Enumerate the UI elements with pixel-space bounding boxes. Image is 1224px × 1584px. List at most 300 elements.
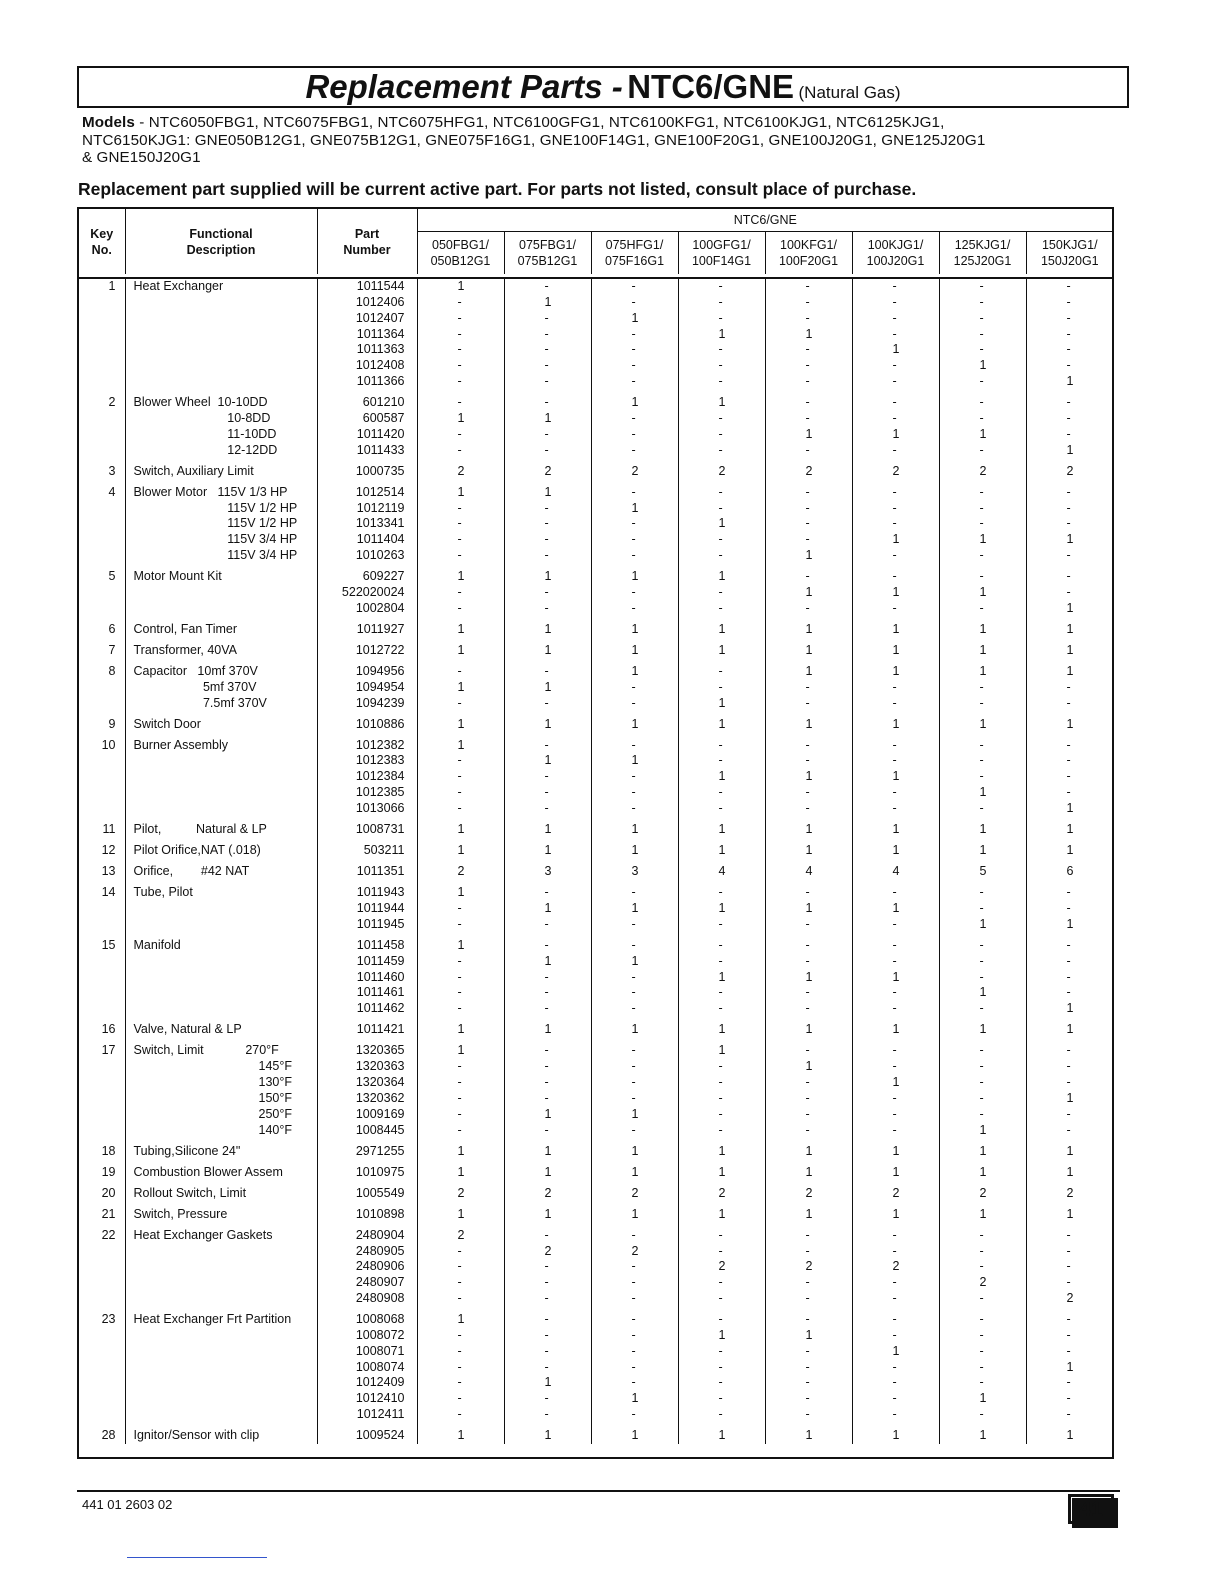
quantity-cell: - [939, 485, 1026, 501]
quantity-cell: 1 [1066, 442, 1074, 457]
part-number-cell: 1011404 [317, 532, 417, 548]
table-row [79, 1228, 1113, 1244]
quantity-cell: 1 [765, 1207, 852, 1223]
table-row [79, 1312, 1113, 1328]
quantity-cell: - [417, 1059, 504, 1075]
description-cell: Ignitor/Sensor with clip [125, 1428, 317, 1444]
table-row [79, 358, 1113, 374]
quantity-cell: - [1066, 1407, 1071, 1422]
quantity-cell: - [591, 327, 678, 343]
quantity-cell: - [939, 443, 1026, 459]
description-cell: Switch, Limit 270°F [125, 1043, 317, 1059]
quantity-cell: - [939, 1075, 1026, 1091]
quantity-cell: - [417, 516, 504, 532]
quantity-cell: 1 [939, 717, 1026, 733]
quantity-cell: - [765, 1312, 852, 1328]
quantity-cell: - [504, 342, 591, 358]
key-number-cell: 16 [101, 1022, 116, 1037]
quantity-cell: 1 [765, 622, 852, 638]
quantity-cell: - [504, 1275, 591, 1291]
table-row [79, 601, 1113, 617]
quantity-cell: 1 [765, 769, 852, 785]
quantity-cell: - [939, 569, 1026, 585]
key-number-cell [79, 1059, 125, 1075]
key-number-cell: 3 [108, 463, 116, 478]
quantity-cell: - [1066, 1259, 1071, 1274]
quantity-cell: - [417, 532, 504, 548]
quantity-cell: 1 [504, 411, 591, 427]
part-number-cell: 1011944 [317, 901, 417, 917]
quantity-cell: - [591, 680, 678, 696]
quantity-cell: - [1066, 1059, 1071, 1074]
quantity-cell: - [852, 1244, 939, 1260]
quantity-cell: 1 [504, 1375, 591, 1391]
table-row [79, 1075, 1113, 1091]
quantity-cell: 1 [852, 427, 939, 443]
quantity-cell: - [417, 1391, 504, 1407]
quantity-cell: 1 [417, 569, 504, 585]
quantity-cell: - [591, 769, 678, 785]
quantity-cell: - [939, 753, 1026, 769]
quantity-cell: - [591, 917, 678, 933]
quantity-cell: - [852, 548, 939, 564]
quantity-cell: - [678, 501, 765, 517]
description-cell [125, 1259, 317, 1275]
quantity-cell: - [1066, 1327, 1071, 1342]
quantity-cell: - [678, 1123, 765, 1139]
description-cell [125, 801, 317, 817]
quantity-cell: - [678, 1228, 765, 1244]
description-cell: Heat Exchanger [125, 278, 317, 295]
table-body [79, 278, 1113, 1444]
table-row [79, 1244, 1113, 1260]
key-number-cell [79, 785, 125, 801]
bottom-link-underline [127, 1557, 267, 1558]
quantity-cell: - [1066, 1243, 1071, 1258]
key-number-cell: 22 [101, 1227, 116, 1242]
quantity-cell: - [417, 1123, 504, 1139]
quantity-cell: - [591, 358, 678, 374]
quantity-cell: - [1066, 584, 1071, 599]
quantity-cell: - [939, 1328, 1026, 1344]
quantity-cell: - [678, 1001, 765, 1017]
quantity-cell: - [504, 278, 591, 295]
quantity-cell: - [591, 1407, 678, 1423]
quantity-cell: - [417, 753, 504, 769]
quantity-cell: - [939, 548, 1026, 564]
key-number-cell [79, 374, 125, 390]
quantity-cell: - [852, 358, 939, 374]
quantity-cell: - [1066, 679, 1071, 694]
quantity-cell: 1 [591, 664, 678, 680]
quantity-cell: - [591, 885, 678, 901]
quantity-cell: - [852, 985, 939, 1001]
quantity-cell: 1 [417, 843, 504, 859]
key-number-cell: 7 [108, 642, 116, 657]
quantity-cell: 1 [765, 1059, 852, 1075]
quantity-cell: - [939, 278, 1026, 295]
quantity-cell: 1 [1066, 1428, 1074, 1443]
quantity-cell: - [1066, 1375, 1071, 1390]
quantity-cell: - [417, 1291, 504, 1307]
part-number-cell: 2480907 [317, 1275, 417, 1291]
table-row [79, 1091, 1113, 1107]
key-number-cell [79, 358, 125, 374]
key-number-cell [79, 1275, 125, 1291]
key-number-cell: 23 [101, 1312, 116, 1327]
description-cell: Transformer, 40VA [125, 643, 317, 659]
table-row [79, 342, 1113, 358]
quantity-cell: - [852, 954, 939, 970]
description-cell: 145°F [125, 1059, 317, 1075]
description-cell: Pilot, Natural & LP [125, 822, 317, 838]
models-line-3: & GNE150J20G1 [82, 149, 201, 166]
quantity-cell: - [678, 801, 765, 817]
quantity-cell: - [765, 1091, 852, 1107]
quantity-cell: 1 [678, 901, 765, 917]
part-number-cell: 1012382 [317, 738, 417, 754]
quantity-cell: - [678, 985, 765, 1001]
description-cell [125, 769, 317, 785]
quantity-cell: 1 [591, 753, 678, 769]
quantity-cell: - [765, 938, 852, 954]
quantity-cell: 1 [939, 585, 1026, 601]
quantity-cell: - [765, 569, 852, 585]
quantity-cell: 6 [1066, 864, 1074, 879]
key-number-cell [79, 769, 125, 785]
model-column-header [678, 232, 765, 275]
description-cell: 115V 3/4 HP [125, 532, 317, 548]
quantity-cell: - [591, 1259, 678, 1275]
quantity-cell: 1 [765, 585, 852, 601]
quantity-cell: 1 [591, 1165, 678, 1181]
description-column-header [125, 209, 317, 274]
part-number-cell: 1320362 [317, 1091, 417, 1107]
key-number-cell [79, 1123, 125, 1139]
quantity-cell: - [591, 443, 678, 459]
key-number-cell [79, 1075, 125, 1091]
quantity-cell: 1 [591, 643, 678, 659]
quantity-cell: - [765, 278, 852, 295]
quantity-cell: - [852, 1391, 939, 1407]
quantity-cell: - [852, 1001, 939, 1017]
quantity-cell: - [1066, 500, 1071, 515]
quantity-cell: - [591, 785, 678, 801]
part-number-cell: 2971255 [317, 1144, 417, 1160]
model-header-top: 100KJG1/ [867, 238, 924, 252]
table-row [79, 954, 1113, 970]
part-number-cell: 1012722 [317, 643, 417, 659]
table-row [79, 516, 1113, 532]
quantity-cell: - [939, 885, 1026, 901]
description-cell: 10-8DD [125, 411, 317, 427]
quantity-cell: - [939, 970, 1026, 986]
quantity-cell: - [417, 427, 504, 443]
quantity-cell: - [852, 1107, 939, 1123]
quantity-cell: 4 [765, 864, 852, 880]
key-number-cell [79, 1360, 125, 1376]
quantity-cell: - [591, 532, 678, 548]
part-number-cell: 1320363 [317, 1059, 417, 1075]
quantity-cell: 1 [765, 843, 852, 859]
description-cell: Orifice, #42 NAT [125, 864, 317, 880]
quantity-cell: - [678, 680, 765, 696]
models-list [82, 114, 1162, 167]
quantity-cell: - [417, 327, 504, 343]
key-number-cell [79, 1391, 125, 1407]
quantity-cell: - [939, 769, 1026, 785]
table-row [79, 1275, 1113, 1291]
table-row [79, 1043, 1113, 1059]
table-row [79, 985, 1113, 1001]
quantity-cell: - [765, 485, 852, 501]
quantity-cell: 1 [852, 1075, 939, 1091]
quantity-cell: 1 [591, 717, 678, 733]
table-header [79, 209, 1113, 278]
quantity-cell: - [417, 1344, 504, 1360]
key-number-cell [79, 1328, 125, 1344]
quantity-cell: - [939, 1259, 1026, 1275]
quantity-cell: 1 [504, 485, 591, 501]
description-cell [125, 374, 317, 390]
part-number-cell: 1011420 [317, 427, 417, 443]
description-cell: 12-12DD [125, 443, 317, 459]
quantity-cell: - [765, 516, 852, 532]
quantity-cell: - [591, 278, 678, 295]
quantity-cell: 1 [765, 1328, 852, 1344]
quantity-cell: - [939, 1043, 1026, 1059]
part-number-cell: 1010886 [317, 717, 417, 733]
quantity-cell: - [1066, 1391, 1071, 1406]
quantity-cell: - [678, 1344, 765, 1360]
quantity-cell: - [591, 738, 678, 754]
key-number-cell [79, 443, 125, 459]
part-number-cell: 1013066 [317, 801, 417, 817]
quantity-cell: 1 [852, 664, 939, 680]
quantity-cell: 1 [852, 1207, 939, 1223]
quantity-cell: - [852, 1123, 939, 1139]
quantity-cell: - [417, 1075, 504, 1091]
quantity-cell: 2 [678, 1186, 765, 1202]
description-cell [125, 917, 317, 933]
quantity-cell: 1 [504, 1428, 591, 1444]
quantity-cell: - [678, 601, 765, 617]
quantity-cell: - [1066, 484, 1071, 499]
table-row [79, 664, 1113, 680]
part-number-cell: 503211 [317, 843, 417, 859]
quantity-cell: - [417, 443, 504, 459]
page-title: Replacement Parts - [305, 68, 623, 105]
quantity-cell: - [504, 427, 591, 443]
quantity-cell: - [678, 1091, 765, 1107]
model-header-bottom: 125J20G1 [953, 254, 1012, 268]
part-number-cell: 1009169 [317, 1107, 417, 1123]
quantity-cell: 1 [678, 1328, 765, 1344]
quantity-cell: - [1066, 785, 1071, 800]
quantity-cell: 1 [1066, 716, 1074, 731]
quantity-cell: - [417, 664, 504, 680]
quantity-cell: - [417, 601, 504, 617]
part-number-cell: 1011364 [317, 327, 417, 343]
quantity-cell: - [678, 585, 765, 601]
quantity-cell: 1 [765, 643, 852, 659]
quantity-cell: 1 [504, 1107, 591, 1123]
key-number-cell: 21 [101, 1206, 116, 1221]
quantity-cell: 1 [852, 1165, 939, 1181]
quantity-cell: - [678, 1075, 765, 1091]
quantity-cell: - [504, 1228, 591, 1244]
key-number-cell [79, 411, 125, 427]
quantity-cell: 1 [417, 738, 504, 754]
table-row [79, 1001, 1113, 1017]
quantity-cell: 1 [852, 342, 939, 358]
quantity-cell: 1 [939, 822, 1026, 838]
quantity-cell: 2 [939, 1186, 1026, 1202]
quantity-cell: - [939, 1228, 1026, 1244]
quantity-cell: 1 [1066, 663, 1074, 678]
quantity-cell: 2 [1066, 463, 1074, 478]
quantity-cell: - [591, 1075, 678, 1091]
description-cell [125, 954, 317, 970]
description-cell: 150°F [125, 1091, 317, 1107]
quantity-cell: - [504, 738, 591, 754]
quantity-cell: 1 [939, 843, 1026, 859]
key-number-cell [79, 501, 125, 517]
quantity-cell: - [765, 1375, 852, 1391]
quantity-cell: - [417, 1091, 504, 1107]
model-group-header: NTC6/GNE [417, 209, 1113, 232]
table-row [79, 1291, 1113, 1307]
quantity-cell: - [678, 1244, 765, 1260]
description-cell: 7.5mf 370V [125, 696, 317, 712]
quantity-cell: - [852, 1228, 939, 1244]
description-cell: 115V 1/2 HP [125, 516, 317, 532]
description-cell [125, 785, 317, 801]
quantity-cell: 1 [591, 395, 678, 411]
quantity-cell: 1 [939, 1428, 1026, 1444]
key-number-cell [79, 311, 125, 327]
quantity-cell: - [1066, 769, 1071, 784]
table-row [79, 1186, 1113, 1202]
quantity-cell: - [1066, 1074, 1071, 1089]
quantity-cell: - [939, 1344, 1026, 1360]
key-number-cell [79, 917, 125, 933]
table-row [79, 585, 1113, 601]
key-number-cell: 18 [101, 1143, 116, 1158]
quantity-cell: 1 [591, 311, 678, 327]
table-row [79, 1059, 1113, 1075]
quantity-cell: 1 [504, 901, 591, 917]
key-number-cell: 6 [108, 621, 116, 636]
quantity-cell: 1 [417, 485, 504, 501]
quantity-cell: - [678, 411, 765, 427]
key-number-cell [79, 801, 125, 817]
table-row [79, 311, 1113, 327]
part-number-cell: 1012383 [317, 753, 417, 769]
quantity-cell: - [1066, 1122, 1071, 1137]
quantity-cell: - [591, 601, 678, 617]
quantity-cell: - [504, 1259, 591, 1275]
quantity-cell: 1 [678, 395, 765, 411]
table-row [79, 501, 1113, 517]
quantity-cell: - [939, 1360, 1026, 1376]
quantity-cell: - [765, 1244, 852, 1260]
part-number-cell: 1320365 [317, 1043, 417, 1059]
quantity-cell: - [1066, 1106, 1071, 1121]
description-cell [125, 327, 317, 343]
part-number-cell: 1320364 [317, 1075, 417, 1091]
quantity-cell: - [765, 696, 852, 712]
quantity-cell: 3 [591, 864, 678, 880]
quantity-cell: 2 [939, 1275, 1026, 1291]
part-number-cell: 600587 [317, 411, 417, 427]
model-header-top: 075HFG1/ [605, 238, 664, 252]
quantity-cell: 1 [1066, 1001, 1074, 1016]
quantity-cell: - [417, 917, 504, 933]
quantity-cell: - [591, 1001, 678, 1017]
description-cell: Valve, Natural & LP [125, 1022, 317, 1038]
quantity-cell: - [852, 680, 939, 696]
quantity-cell: - [765, 1001, 852, 1017]
key-number-cell [79, 1407, 125, 1423]
quantity-cell: - [504, 1407, 591, 1423]
quantity-cell: 1 [417, 411, 504, 427]
quantity-cell: - [417, 501, 504, 517]
quantity-cell: - [852, 696, 939, 712]
table-row [79, 485, 1113, 501]
description-cell: Switch, Pressure [125, 1207, 317, 1223]
key-number-cell [79, 295, 125, 311]
quantity-cell: 1 [1066, 621, 1074, 636]
quantity-cell: - [678, 938, 765, 954]
key-number-cell [79, 901, 125, 917]
quantity-cell: - [504, 532, 591, 548]
description-cell [125, 342, 317, 358]
quantity-cell: 1 [852, 643, 939, 659]
quantity-cell: 1 [591, 569, 678, 585]
quantity-cell: 2 [417, 1228, 504, 1244]
quantity-cell: - [939, 696, 1026, 712]
quantity-cell: - [1066, 953, 1071, 968]
quantity-cell: 1 [765, 717, 852, 733]
quantity-cell: - [678, 295, 765, 311]
quantity-cell: - [591, 801, 678, 817]
parts-table [79, 209, 1113, 1444]
quantity-cell: 1 [591, 1428, 678, 1444]
quantity-cell: - [678, 342, 765, 358]
quantity-cell: - [939, 901, 1026, 917]
quantity-cell: 1 [939, 532, 1026, 548]
quantity-cell: 1 [678, 717, 765, 733]
quantity-cell: 1 [504, 643, 591, 659]
parts-table-frame [77, 207, 1114, 1459]
key-number-cell: 17 [101, 1043, 116, 1058]
table-row [79, 1144, 1113, 1160]
quantity-cell: - [591, 485, 678, 501]
models-label: Models [82, 114, 135, 131]
quantity-cell: 3 [504, 864, 591, 880]
quantity-cell: 1 [678, 1144, 765, 1160]
quantity-cell: 1 [417, 643, 504, 659]
table-row [79, 1107, 1113, 1123]
quantity-cell: - [504, 1043, 591, 1059]
quantity-cell: 1 [504, 843, 591, 859]
quantity-cell: 1 [678, 643, 765, 659]
key-number-cell: 11 [102, 822, 116, 837]
quantity-cell: 2 [591, 1244, 678, 1260]
description-cell: Motor Mount Kit [125, 569, 317, 585]
quantity-cell: - [417, 785, 504, 801]
